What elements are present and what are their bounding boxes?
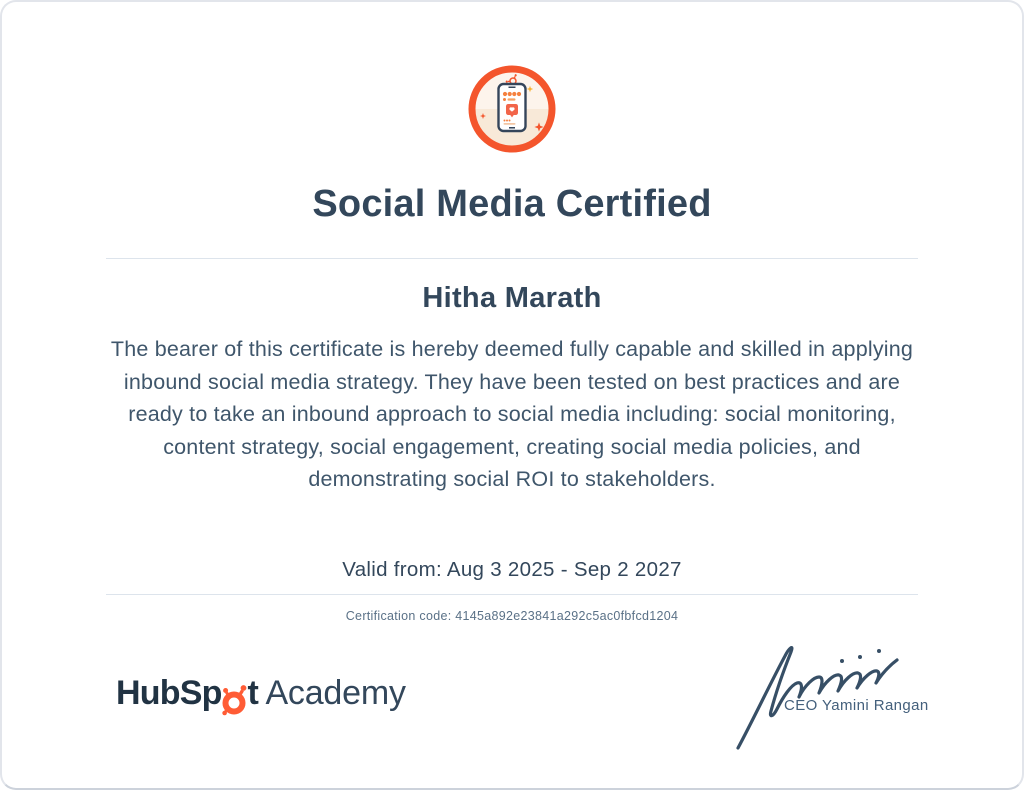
certificate-title: Social Media Certified xyxy=(312,183,712,225)
validity-dates: Valid from: Aug 3 2025 - Sep 2 2027 xyxy=(342,558,682,581)
certification-code-label: Certification code: xyxy=(345,609,452,623)
recipient-name: Hitha Marath xyxy=(422,282,602,314)
phone-icon xyxy=(499,84,526,131)
wordmark-prefix: HubSp xyxy=(116,674,222,712)
academy-label: Academy xyxy=(258,674,406,712)
badge-svg xyxy=(467,64,557,154)
wordmark-suffix: t xyxy=(247,674,259,712)
signature-caption: CEO Yamini Rangan xyxy=(784,697,929,714)
hubspot-sprocket-icon xyxy=(221,678,248,718)
divider-bottom xyxy=(106,594,918,595)
certification-code-value: 4145a892e23841a292c5ac0fbfcd1204 xyxy=(455,609,679,623)
signature-image xyxy=(728,634,913,752)
social-media-badge-icon xyxy=(467,64,557,154)
hubspot-academy-logo xyxy=(116,674,406,713)
certificate-description: The bearer of this certificate is hereby deemed fully capable and skilled in applying inbound social media strategy. They have been tested on best practices and are ready to take an inbound approach to social media including: social monitoring, content strategy, social engagement, creating social media policies, and demonstrating social ROI to stakeholders. xyxy=(110,337,914,492)
certification-code-line xyxy=(2,609,1022,623)
divider-top xyxy=(106,258,918,259)
signature-block xyxy=(728,634,929,760)
